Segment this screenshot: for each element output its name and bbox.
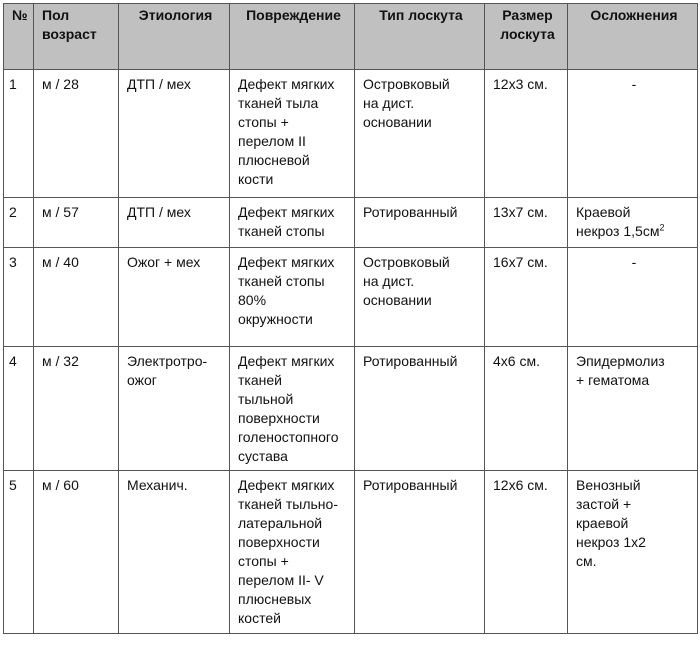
cell-flap-type: Островковый на дист. основании xyxy=(355,70,485,198)
cell-flap-size: 13х7 см. xyxy=(485,198,568,248)
cell-flap-size: 12х3 см. xyxy=(485,70,568,198)
cell-injury: Дефект мягких тканей тыла стопы + перелом II плюсневой кости xyxy=(230,70,355,198)
complication-text: Краевой некроз 1,5см xyxy=(576,204,660,239)
header-sex-age: Пол возраст xyxy=(34,4,119,70)
table-row xyxy=(4,248,698,347)
cell-injury: Дефект мягких тканей тыльно- латеральной поверхности стопы + перелом II- V плюсневых костей xyxy=(230,471,355,634)
cell-injury: Дефект мягких тканей стопы 80% окружности xyxy=(230,248,355,347)
table-row xyxy=(4,198,698,248)
cell-flap-size: 16х7 см. xyxy=(485,248,568,347)
header-row xyxy=(4,4,698,70)
cell-complications: - xyxy=(568,248,698,347)
cell-flap-type: Ротированный xyxy=(355,347,485,471)
table-row xyxy=(4,347,698,471)
cell-complications xyxy=(568,198,698,248)
flap-results-table xyxy=(3,3,698,634)
cell-complications: Эпидермолиз + гематома xyxy=(568,347,698,471)
header-complications: Осложнения xyxy=(568,4,698,70)
cell-sex-age: м / 40 xyxy=(34,248,119,347)
cell-flap-size: 4х6 см. xyxy=(485,347,568,471)
cell-sex-age: м / 60 xyxy=(34,471,119,634)
cell-injury: Дефект мягких тканей стопы xyxy=(230,198,355,248)
cell-num: 5 xyxy=(4,471,34,634)
cell-etiology: Механич. xyxy=(119,471,230,634)
header-etiology: Этиология xyxy=(119,4,230,70)
header-flap-size: Размер лоскута xyxy=(485,4,568,70)
cell-complications: - xyxy=(568,70,698,198)
cell-flap-size: 12х6 см. xyxy=(485,471,568,634)
cell-complications: Венозный застой + краевой некроз 1х2 см. xyxy=(568,471,698,634)
cell-num: 3 xyxy=(4,248,34,347)
cell-etiology: ДТП / мех xyxy=(119,198,230,248)
superscript-exponent: 2 xyxy=(659,222,665,233)
cell-num: 4 xyxy=(4,347,34,471)
header-num: № xyxy=(4,4,34,70)
cell-etiology: ДТП / мех xyxy=(119,70,230,198)
cell-num: 2 xyxy=(4,198,34,248)
header-flap-type: Тип лоскута xyxy=(355,4,485,70)
cell-sex-age: м / 57 xyxy=(34,198,119,248)
table-row xyxy=(4,471,698,634)
cell-etiology: Ожог + мех xyxy=(119,248,230,347)
cell-flap-type: Ротированный xyxy=(355,198,485,248)
cell-sex-age: м / 28 xyxy=(34,70,119,198)
cell-num: 1 xyxy=(4,70,34,198)
cell-flap-type: Ротированный xyxy=(355,471,485,634)
cell-etiology: Электротро- ожог xyxy=(119,347,230,471)
cell-sex-age: м / 32 xyxy=(34,347,119,471)
cell-injury: Дефект мягких тканей тыльной поверхности голеностопного сустава xyxy=(230,347,355,471)
header-injury: Повреждение xyxy=(230,4,355,70)
table-row xyxy=(4,70,698,198)
cell-flap-type: Островковый на дист. основании xyxy=(355,248,485,347)
